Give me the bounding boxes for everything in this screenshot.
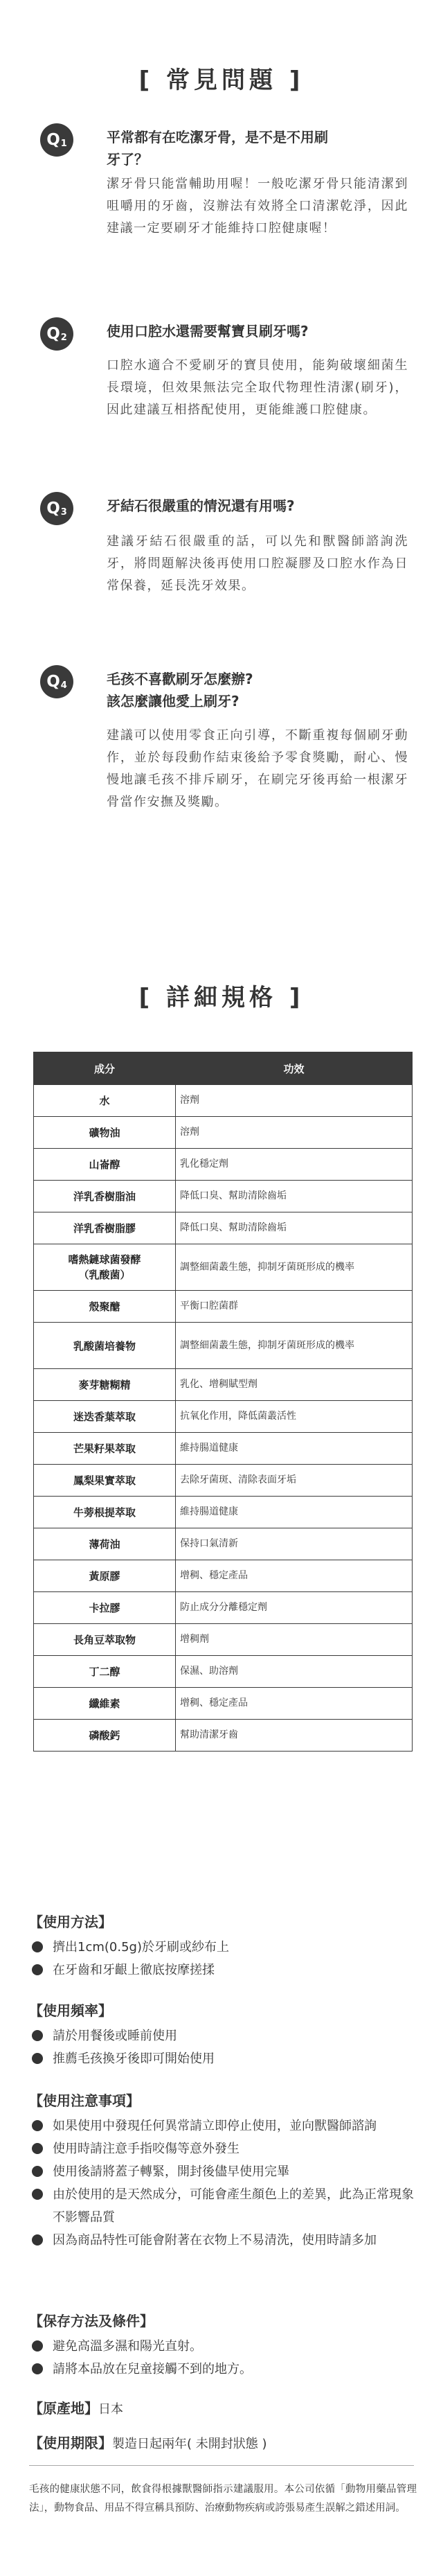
bullet-icon xyxy=(32,1941,43,1952)
column-header-ingredient: 成分 xyxy=(34,1052,176,1085)
usage-title: 【使用方法】 xyxy=(29,1914,112,1930)
bullet-icon xyxy=(32,2030,43,2041)
caution-title: 【使用注意事項】 xyxy=(29,2092,140,2109)
storage-list xyxy=(29,2335,417,2381)
caution-list xyxy=(29,2115,417,2252)
table-row: 薄荷油 保持口氣清新 xyxy=(34,1528,413,1560)
list-item: 請於用餐後或睡前使用 xyxy=(29,2024,417,2047)
faq-question: 毛孩不喜歡刷牙怎麼辦? 該怎麼讓他愛上刷牙? xyxy=(107,671,253,709)
bullet-icon xyxy=(32,2120,43,2131)
table-row: 長角豆萃取物 增稠劑 xyxy=(34,1624,413,1656)
frequency-title: 【使用頻率】 xyxy=(29,2002,112,2019)
bullet-icon xyxy=(32,2166,43,2177)
usage-list xyxy=(29,1936,417,1982)
list-item: 使用時請注意手指咬傷等意外發生 xyxy=(29,2137,417,2160)
table-row: 鳳梨果實萃取 去除牙菌斑、清除表面牙垢 xyxy=(34,1465,413,1497)
expiry-label: 【使用期限】 xyxy=(29,2435,112,2451)
disclaimer-text: 毛孩的健康狀態不同，飲食得根據獸醫師指示建議服用。本公司依循「動物用藥品管理法」，動物食品、用品不得宣稱具預防、治療動物疾病或誇張易產生誤解之錯述用詞。 xyxy=(29,2484,417,2514)
list-item: 推薦毛孩換牙後即可開始使用 xyxy=(29,2047,417,2070)
faq-question: 使用口腔水還需要幫寶貝刷牙嗎? xyxy=(107,323,309,339)
table-row: 洋乳香樹脂膠 降低口臭、幫助清除齒垢 xyxy=(34,1212,413,1244)
faq-answer: 建議牙結石很嚴重的話，可以先和獸醫師諮詢洗牙，將問題解決後再使用口腔凝膠及口腔水作為日常保養，延長洗牙效果。 xyxy=(107,534,408,593)
list-item: 因為商品特性可能會附著在衣物上不易清洗，使用時請多加 xyxy=(29,2229,417,2252)
bullet-icon xyxy=(32,2234,43,2246)
faq-answer: 建議可以使用零食正向引導，不斷重複每個刷牙動作，並於每段動作結束後給予零食獎勵，耐心、慢慢地讓毛孩不排斥刷牙，在刷完牙後再給一根潔牙骨當作安撫及獎勵。 xyxy=(107,728,408,809)
spec-title: [ 詳細規格 ] xyxy=(138,984,305,1012)
bullet-icon xyxy=(32,2363,43,2374)
table-row: 丁二醇 保濕、助溶劑 xyxy=(34,1656,413,1688)
table-row: 乳酸菌培養物 調整細菌叢生態，抑制牙菌斑形成的機率 xyxy=(34,1323,413,1369)
table-row: 黃原膠 增稠、穩定產品 xyxy=(34,1560,413,1592)
table-row: 牛蒡根提萃取 維持腸道健康 xyxy=(34,1497,413,1528)
table-row: 芒果籽果萃取 維持腸道健康 xyxy=(34,1433,413,1465)
expiry-row xyxy=(29,2432,267,2452)
spec-table xyxy=(33,1052,413,1752)
list-item: 擠出1cm(0.5g)於牙刷或紗布上 xyxy=(29,1936,417,1959)
faq-question: 平常都有在吃潔牙骨，是不是不用刷 牙了？ xyxy=(107,129,328,168)
list-item: 在牙齒和牙齦上徹底按摩搓揉 xyxy=(29,1959,417,1982)
frequency-list xyxy=(29,2024,417,2070)
bullet-icon xyxy=(32,2053,43,2064)
list-item: 由於使用的是天然成分，可能會產生顏色上的差異，此為正常現象不影響品質 xyxy=(29,2183,417,2229)
divider xyxy=(29,2465,414,2466)
table-row: 殼聚醣 平衡口腔菌群 xyxy=(34,1291,413,1323)
q1-badge-icon: Q $_1$ xyxy=(40,123,73,157)
faq-answer: 口腔水適合不愛刷牙的寶貝使用，能夠破壞細菌生長環境，但效果無法完全取代物理性清潔(刷牙)，因此建議互相搭配使用，更能維護口腔健康。 xyxy=(107,358,408,417)
table-row: 麥芽糖糊精 乳化、增稠賦型劑 xyxy=(34,1369,413,1401)
faq-title: [ 常見問題 ] xyxy=(138,67,305,94)
table-row: 礦物油 溶劑 xyxy=(34,1117,413,1149)
origin-row xyxy=(29,2397,123,2417)
bullet-icon xyxy=(32,1964,43,1975)
bullet-icon xyxy=(32,2143,43,2154)
q2-badge-icon: Q $_2$ xyxy=(40,317,73,351)
spec-header-row xyxy=(34,1052,413,1085)
list-item: 請將本品放在兒童接觸不到的地方。 xyxy=(29,2358,417,2381)
table-row: 水 溶劑 xyxy=(34,1085,413,1117)
storage-title: 【保存方法及條件】 xyxy=(29,2313,154,2329)
q4-badge-icon: Q $_4$ xyxy=(40,665,73,698)
table-row: 嗜熱鏈球菌發酵 （乳酸菌） 調整細菌叢生態，抑制牙菌斑形成的機率 xyxy=(34,1244,413,1291)
q3-badge-icon: Q $_3$ xyxy=(40,492,73,525)
origin-label: 【原產地】 xyxy=(29,2400,98,2417)
table-row: 磷酸鈣 幫助清潔牙齒 xyxy=(34,1720,413,1752)
list-item: 如果使用中發現任何異常請立即停止使用，並向獸醫師諮詢 xyxy=(29,2115,417,2137)
bullet-icon xyxy=(32,2340,43,2352)
table-row: 纖維素 增稠、穩定產品 xyxy=(34,1688,413,1720)
list-item: 使用後請將蓋子轉緊，開封後儘早使用完畢 xyxy=(29,2160,417,2183)
faq-answer: 潔牙骨只能當輔助用喔！一般吃潔牙骨只能清潔到咀嚼用的牙齒，沒辦法有效將全口清潔乾淨，因此建議一定要刷牙才能維持口腔健康喔！ xyxy=(107,177,408,236)
table-row: 洋乳香樹脂油 降低口臭、幫助清除齒垢 xyxy=(34,1181,413,1212)
list-item: 避免高溫多濕和陽光直射。 xyxy=(29,2335,417,2358)
table-row: 卡拉膠 防止成分分離穩定劑 xyxy=(34,1592,413,1624)
table-row: 迷迭香葉萃取 抗氧化作用，降低菌叢活性 xyxy=(34,1401,413,1433)
origin-value: 日本 xyxy=(98,2402,123,2417)
table-row: 山崙醇 乳化穩定劑 xyxy=(34,1149,413,1181)
expiry-value: 製造日起兩年( 未開封狀態 ) xyxy=(112,2437,267,2451)
bullet-icon xyxy=(32,2189,43,2200)
faq-question: 牙結石很嚴重的情況還有用嗎? xyxy=(107,497,295,514)
column-header-function: 功效 xyxy=(176,1052,413,1085)
